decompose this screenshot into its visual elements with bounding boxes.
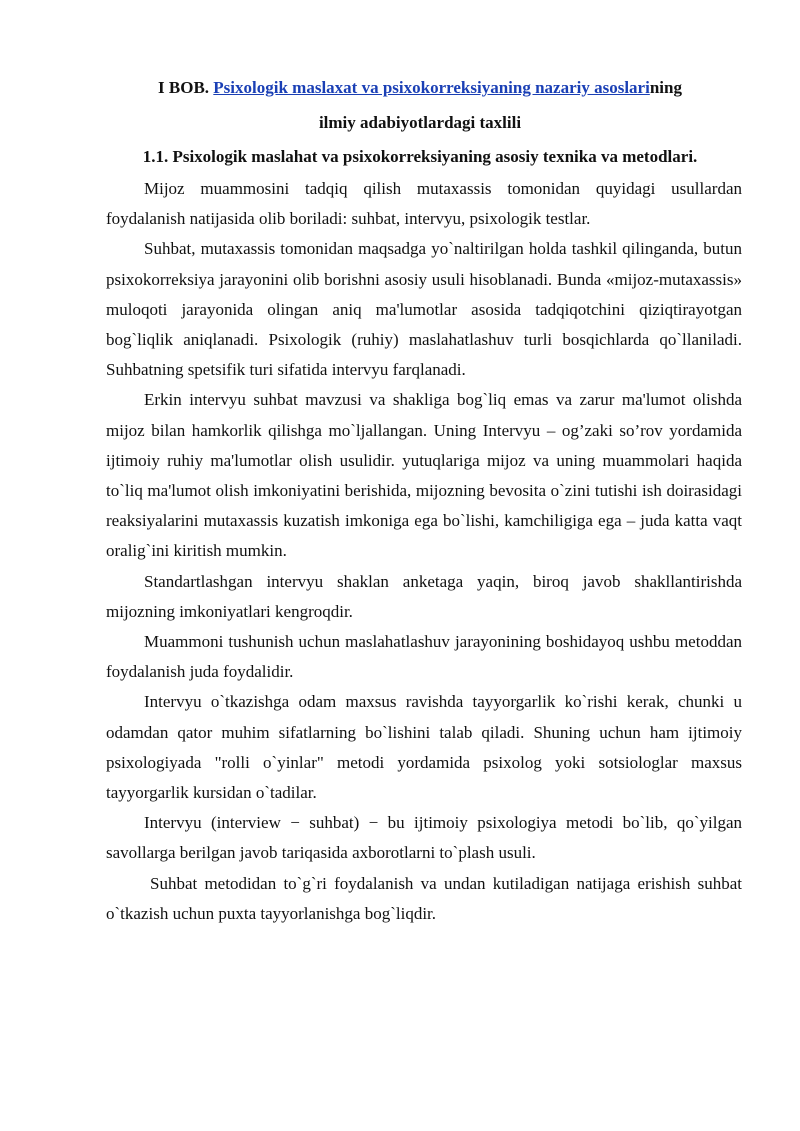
paragraph: Suhbat, mutaxassis tomonidan maqsadga yo`naltirilgan holda tashkil qilinganda, butun psixokorreksiya jarayonini olib borishni asosiy usuli hisoblanadi. Bunda «mijoz-mutaxassis» muloqoti jarayonida olingan aniq ma'lumotlar asosida tadqiqotchini qiziqtirayotgan bog`liqlik aniqlanadi. Psixologik (ruhiy) maslahatlashuv turli bosqichlarda qo`llaniladi. Suhbatning spetsifik turi sifatida intervyu farqlanadi. bbox=[106, 239, 742, 380]
chapter-subtitle: ilmiy adabiyotlardagi taxlili bbox=[318, 113, 522, 132]
paragraph: Standartlashgan intervyu shaklan anketaga yaqin, biroq javob shakllantirishda mijozning imkoniyatlari kengroqdir. bbox=[106, 571, 742, 621]
chapter-title bbox=[100, 77, 740, 99]
paragraph: Intervyu (interview − suhbat) − bu ijtimoiy psixologiya metodi bo`lib, qo`yilgan savollarga berilgan javob tariqasida axborotlarni to`plash usuli. bbox=[106, 813, 742, 863]
paragraph: Suhbat metodidan to`g`ri foydalanish va undan kutiladigan natijaga erishish suhbat o`tkazish uchun puxta tayyorlanishga bog`liqdir. bbox=[106, 873, 742, 923]
paragraph: Muammoni tushunish uchun maslahatlashuv jarayonining boshidayoq ushbu metoddan foydalanish juda foydalidir. bbox=[106, 632, 742, 682]
section-title: 1.1. Psixologik maslahat va psixokorreksiyaning asosiy texnika va metodlari. bbox=[142, 147, 698, 166]
chapter-title-link[interactable]: Psixologik maslaxat va psixokorreksiyaning nazariy asoslari bbox=[213, 78, 650, 97]
chapter-suffix: ning bbox=[649, 78, 682, 97]
body-text bbox=[106, 174, 742, 929]
paragraph: Erkin intervyu suhbat mavzusi va shakliga bog`liq emas va zarur ma'lumot olishda mijoz bilan hamkorlik qilishga mo`ljallangan. Uning Intervyu – og’zaki so’rov yordamida ijtimoiy ruhiy ma'lumotlar olish usulidir. yutuqlariga mijoz va uning muammolari haqida to`liq ma'lumot olish imkoniyatini berishida, mijozning bevosita o`zini tutishi ish doirasidagi reaksiyalarini mutaxassis kuzatish imkoniga ega bo`lishi, kamchiligiga ega – juda katta vaqt oralig`ini kiritish mumkin. bbox=[106, 390, 742, 561]
chapter-prefix: I BOB. bbox=[158, 78, 214, 97]
paragraph: Intervyu o`tkazishga odam maxsus ravishda tayyorgarlik ko`rishi kerak, chunki u odamdan qator muhim sifatlarning bo`lishini talab qiladi. Shuning uchun ham ijtimoiy psixologiyada "rolli o`yinlar" metodi yordamida psixolog yoki sotsiologlar maxsus tayyorgarlik kursidan o`tadilar. bbox=[106, 692, 742, 803]
paragraph: Mijoz muammosini tadqiq qilish mutaxassis tomonidan quyidagi usullardan foydalanish natijasida olib boriladi: suhbat, intervyu, psixologik testlar. bbox=[106, 179, 742, 229]
